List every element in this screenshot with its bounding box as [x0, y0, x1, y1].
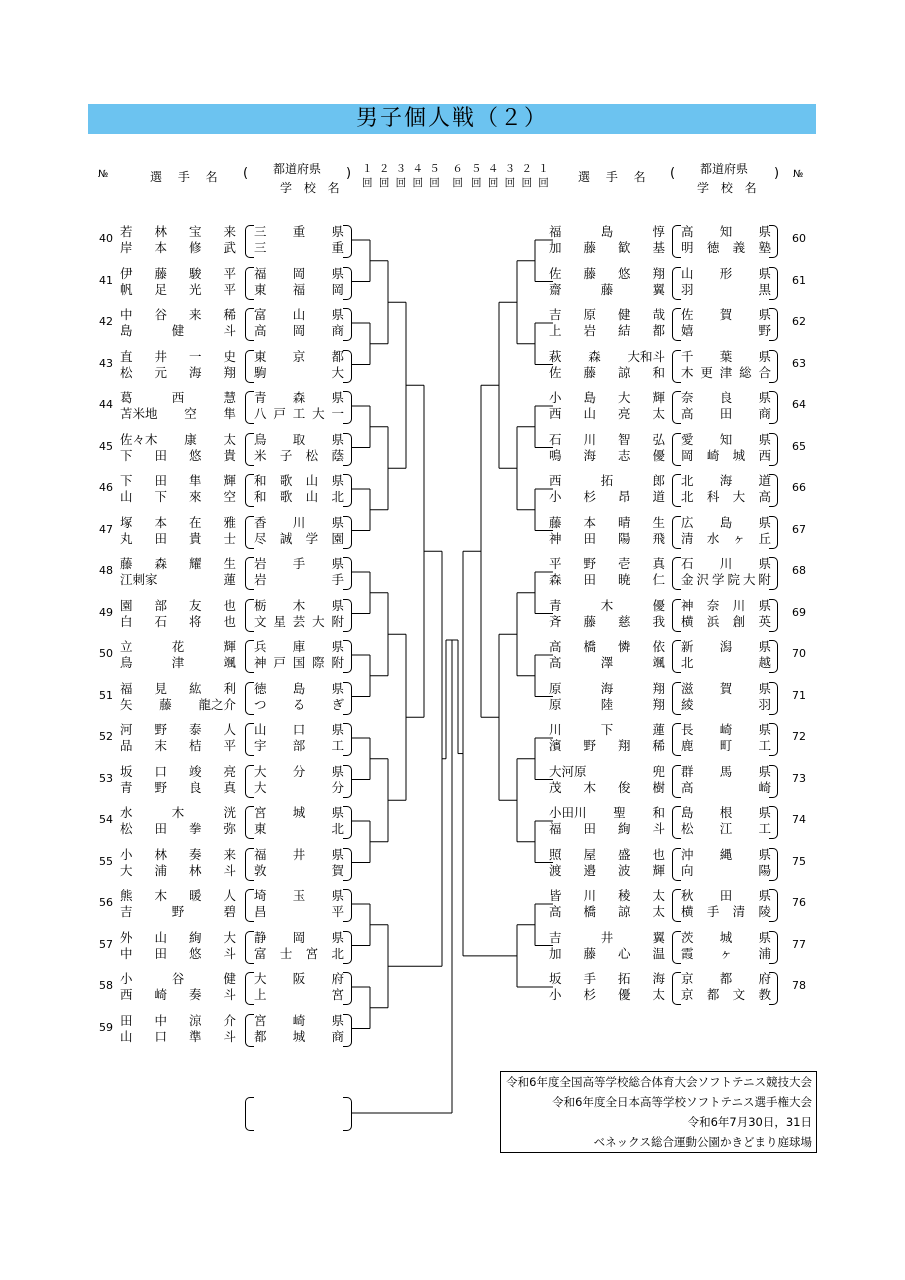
player-name: 青 木 優 [549, 597, 665, 613]
school-name: 明 徳 義 塾 [681, 240, 771, 255]
player-name: 山 下 來 空 [120, 489, 236, 504]
player-name: 西 崎 奏 斗 [120, 987, 236, 1002]
school-header-left: 学 校 名 [280, 181, 344, 195]
prefecture: 大 分 県 [254, 763, 344, 779]
player-header-right: 選 手 名 [578, 170, 652, 184]
school-name: 岩 手 [254, 572, 344, 587]
player-name: 若 林 宝 来 [120, 224, 236, 239]
prefecture: 広 島 県 [681, 514, 771, 530]
school-name: 大 分 [254, 779, 344, 795]
school-name: 東 北 [254, 821, 344, 836]
player-name: 坂 手 拓 海 [549, 971, 665, 986]
player-name: 伊 藤 駿 平 [120, 265, 236, 281]
player-name: 下 田 悠 貴 [120, 447, 236, 463]
entry-number: 72 [792, 730, 806, 743]
prefecture: 大 阪 府 [254, 971, 344, 986]
school-name: 京 都 文 教 [681, 987, 771, 1002]
no-header-right: № [793, 169, 804, 180]
venue-line-3: 令和6年7月30日，31日 [687, 1115, 812, 1129]
player-name: 園 部 友 也 [120, 597, 236, 613]
player-name: 原 陸 翔 [549, 696, 665, 712]
school-name: 敦 賀 [254, 862, 344, 878]
player-name: 福 田 絢 斗 [549, 821, 665, 836]
prefecture: 青 森 県 [254, 390, 344, 405]
player-name: 白 石 将 也 [120, 613, 236, 629]
entry-number: 50 [99, 647, 113, 660]
prefecture: 香 川 県 [254, 514, 344, 530]
prefecture: 新 潟 県 [681, 639, 771, 654]
prefecture: 福 井 県 [254, 846, 344, 862]
player-name: 熊 木 暖 人 [120, 888, 236, 903]
school-header-right: 学 校 名 [697, 181, 761, 195]
player-name: 吉 野 碧 [120, 904, 236, 919]
entry-number: 69 [792, 605, 806, 619]
entry-number: 77 [792, 937, 806, 951]
entry-number: 67 [792, 522, 806, 536]
school-name: 昌 平 [254, 904, 344, 919]
school-name: 三 重 [254, 240, 344, 255]
prefecture: 徳 島 県 [254, 680, 344, 696]
player-name: 鳥 津 颯 [120, 655, 236, 670]
no-header-left: № [98, 169, 109, 180]
school-name: 霞 ヶ 浦 [681, 945, 771, 961]
entry-number: 76 [792, 896, 806, 909]
champion-slot-close [343, 1097, 352, 1131]
school-name: 北 科 大 高 [681, 489, 771, 504]
prefecture: 沖 縄 県 [681, 846, 771, 862]
player-name: 渡 邉 波 輝 [549, 862, 665, 878]
player-name: 河 野 泰 人 [120, 722, 236, 737]
paren-open-left: ( [243, 166, 249, 181]
school-name: 尽 誠 学 園 [254, 530, 344, 546]
entry-number: 64 [792, 398, 806, 411]
prefecture: 神 奈 川 県 [681, 597, 771, 613]
entry-number: 68 [792, 564, 806, 577]
prefecture: 北 海 道 [681, 473, 771, 488]
school-name: 宇 部 工 [254, 738, 344, 753]
player-name: 藤 森 耀 生 [120, 556, 236, 571]
prefecture: 三 重 県 [254, 224, 344, 239]
player-name: 岸 本 修 武 [120, 240, 236, 255]
prefecture: 静 岡 県 [254, 929, 344, 945]
entry-number: 55 [99, 854, 113, 868]
player-name: 斉 藤 慈 我 [549, 613, 665, 629]
school-name: 嬉 野 [681, 323, 771, 338]
player-name: 森 田 暁 仁 [549, 572, 665, 587]
school-name: つ る ぎ [254, 696, 344, 712]
player-name: 加 藤 心 温 [549, 945, 665, 961]
prefecture: 群 馬 県 [681, 763, 771, 779]
player-name: 山 口 準 斗 [120, 1028, 236, 1044]
prefecture: 富 山 県 [254, 307, 344, 322]
venue-line-1: 令和6年度全国高等学校総合体育大会ソフトテニス競技大会 [506, 1075, 812, 1089]
entry-number: 46 [99, 481, 113, 494]
player-name: 小田川 聖 和 [549, 805, 665, 820]
school-name: 木 更 津 総 合 [681, 364, 771, 380]
entry-number: 57 [99, 937, 113, 951]
school-name: 横 浜 創 英 [681, 613, 771, 629]
prefecture: 島 根 県 [681, 805, 771, 820]
player-name: 小 杉 昂 道 [549, 489, 665, 504]
prefecture: 秋 田 県 [681, 888, 771, 903]
entry-number: 44 [99, 398, 113, 411]
school-name: 北 越 [681, 655, 771, 670]
player-name: 原 海 翔 [549, 680, 665, 696]
pref-header-left: 都道府県 [273, 162, 322, 176]
entry-number: 61 [792, 273, 806, 287]
paren-open-right: ( [670, 166, 676, 181]
prefecture: 滋 賀 県 [681, 680, 771, 696]
school-name: 松 江 工 [681, 821, 771, 836]
school-name: 神 戸 国 際 附 [254, 655, 344, 670]
player-name: 小 島 大 輝 [549, 390, 665, 405]
player-name: 苫米地 空 隼 [120, 406, 236, 421]
school-name: 鹿 町 工 [681, 738, 771, 753]
school-name: 向 陽 [681, 862, 771, 878]
entry-number: 74 [792, 813, 806, 826]
school-name: 岡 崎 城 西 [681, 447, 771, 463]
school-name: 横 手 清 陵 [681, 904, 771, 919]
prefecture: 福 岡 県 [254, 265, 344, 281]
school-name: 文 星 芸 大 附 [254, 613, 344, 629]
entry-number: 70 [792, 647, 806, 660]
player-name: 小 谷 健 [120, 971, 236, 986]
player-name: 齋 藤 翼 [549, 281, 665, 297]
player-name: 西 拓 郎 [549, 473, 665, 488]
prefecture: 鳥 取 県 [254, 431, 344, 447]
prefecture: 長 崎 県 [681, 722, 771, 737]
player-name: 坂 口 竣 亮 [120, 763, 236, 779]
player-name: 帆 足 光 平 [120, 281, 236, 297]
prefecture: 栃 木 県 [254, 597, 344, 613]
school-name: 富 士 宮 北 [254, 945, 344, 961]
school-name: 米 子 松 蔭 [254, 447, 344, 463]
player-name: 小 林 奏 来 [120, 846, 236, 862]
player-name: 大河原 兜 [549, 763, 665, 779]
player-name: 吉 井 翼 [549, 929, 665, 945]
player-name: 島 健 斗 [120, 323, 236, 338]
player-name: 松 元 海 翔 [120, 364, 236, 380]
entry-number: 71 [792, 688, 806, 702]
round-labels-right: 回 回 回 回 回 [471, 177, 549, 189]
prefecture: 和 歌 山 県 [254, 473, 344, 488]
school-name: 上 宮 [254, 987, 344, 1002]
player-name: 直 井 一 史 [120, 348, 236, 364]
prefecture: 岩 手 県 [254, 556, 344, 571]
entry-number: 48 [99, 564, 113, 577]
prefecture: 奈 良 県 [681, 390, 771, 405]
player-name: 外 山 絢 大 [120, 929, 236, 945]
player-name: 皆 川 稜 太 [549, 888, 665, 903]
entry-number: 54 [99, 813, 113, 826]
player-name: 茂 木 俊 樹 [549, 779, 665, 795]
player-name: 萩 森 大和斗 [549, 348, 665, 364]
school-name: 金 沢 学 院 大 附 [681, 572, 771, 587]
school-name: 高 田 商 [681, 406, 771, 421]
player-name: 上 岩 結 都 [549, 323, 665, 338]
prefecture: 宮 崎 県 [254, 1012, 344, 1028]
player-name: 加 藤 歓 基 [549, 240, 665, 255]
school-name: 高 崎 [681, 779, 771, 795]
prefecture: 埼 玉 県 [254, 888, 344, 903]
prefecture: 茨 城 県 [681, 929, 771, 945]
player-name: 吉 原 健 哉 [549, 307, 665, 322]
entry-number: 53 [99, 771, 113, 785]
player-name: 矢 藤 龍之介 [120, 696, 236, 712]
school-name: 駒 大 [254, 364, 344, 380]
player-name: 田 中 涼 介 [120, 1012, 236, 1028]
entry-number: 62 [792, 315, 806, 328]
player-name: 中 田 悠 斗 [120, 945, 236, 961]
entry-number: 66 [792, 481, 806, 494]
school-name: 東 福 岡 [254, 281, 344, 297]
player-name: 水 木 洸 [120, 805, 236, 820]
player-name: 高 橋 諒 太 [549, 904, 665, 919]
school-name: 清 水 ヶ 丘 [681, 530, 771, 546]
player-name: 西 山 亮 太 [549, 406, 665, 421]
venue-line-4: ベネックス総合運動公園かきどまり庭球場 [593, 1135, 812, 1149]
entry-number: 60 [792, 232, 806, 245]
player-header-left: 選 手 名 [150, 170, 224, 184]
player-name: 川 下 蓮 [549, 722, 665, 737]
player-name: 品 末 桔 平 [120, 738, 236, 753]
school-name: 綾 羽 [681, 696, 771, 712]
entry-number: 51 [99, 688, 113, 702]
entry-number: 78 [792, 979, 806, 992]
entry-number: 52 [99, 730, 113, 743]
player-name: 鳴 海 志 優 [549, 447, 665, 463]
pref-header-right: 都道府県 [700, 162, 749, 176]
venue-box [500, 1071, 817, 1153]
entry-number: 73 [792, 771, 806, 785]
champion-slot-open [245, 1097, 254, 1131]
school-name: 高 岡 商 [254, 323, 344, 338]
player-name: 佐 藤 悠 翔 [549, 265, 665, 281]
player-name: 葛 西 慧 [120, 390, 236, 405]
prefecture: 佐 賀 県 [681, 307, 771, 322]
player-name: 立 花 輝 [120, 639, 236, 654]
player-name: 松 田 拳 弥 [120, 821, 236, 836]
paren-close-right: ) [774, 166, 780, 181]
venue-line-2: 令和6年度全日本高等学校ソフトテニス選手権大会 [552, 1095, 812, 1109]
school-name: 八 戸 工 大 一 [254, 406, 344, 421]
player-name: 福 見 紘 利 [120, 680, 236, 696]
entry-number: 75 [792, 854, 806, 868]
round-numbers-right: ５ ４ ３ ２ １ [471, 163, 549, 175]
player-name: 濱 野 翔 稀 [549, 738, 665, 753]
player-name: 平 野 壱 真 [549, 556, 665, 571]
entry-number: 41 [99, 273, 113, 287]
player-name: 高 橋 憐 依 [549, 639, 665, 654]
prefecture: 宮 城 県 [254, 805, 344, 820]
player-name: 大 浦 林 斗 [120, 862, 236, 878]
entry-number: 56 [99, 896, 113, 909]
player-name: 青 野 良 真 [120, 779, 236, 795]
school-name: 羽 黒 [681, 281, 771, 297]
entry-number: 47 [99, 522, 113, 536]
prefecture: 高 知 県 [681, 224, 771, 239]
paren-close-left: ) [346, 166, 352, 181]
entry-number: 59 [99, 1020, 113, 1034]
player-name: 照 屋 盛 也 [549, 846, 665, 862]
entry-number: 45 [99, 439, 113, 453]
player-name: 小 杉 優 太 [549, 987, 665, 1002]
entry-number: 63 [792, 356, 806, 370]
prefecture: 山 口 県 [254, 722, 344, 737]
entry-number: 43 [99, 356, 113, 370]
player-name: 丸 田 貴 士 [120, 530, 236, 546]
prefecture: 千 葉 県 [681, 348, 771, 364]
player-name: 佐々木 康 太 [120, 431, 236, 447]
player-name: 中 谷 来 稀 [120, 307, 236, 322]
round-labels-left: 回 回 回 回 回 回 [362, 177, 463, 189]
player-name: 福 島 惇 [549, 224, 665, 239]
player-name: 石 川 智 弘 [549, 431, 665, 447]
round-numbers-left: １ ２ ３ ４ ５ ６ [362, 163, 463, 175]
player-name: 塚 本 在 雅 [120, 514, 236, 530]
prefecture: 愛 知 県 [681, 431, 771, 447]
player-name: 佐 藤 諒 和 [549, 364, 665, 380]
player-name: 高 澤 颯 [549, 655, 665, 670]
entry-number: 65 [792, 439, 806, 453]
player-name: 神 田 陽 飛 [549, 530, 665, 546]
prefecture: 東 京 都 [254, 348, 344, 364]
school-name: 和 歌 山 北 [254, 489, 344, 504]
entry-number: 40 [99, 232, 113, 245]
player-name: 江刺家 蓮 [120, 572, 236, 587]
prefecture: 山 形 県 [681, 265, 771, 281]
page-title: 男子個人戦（２） [88, 104, 816, 134]
prefecture: 石 川 県 [681, 556, 771, 571]
entry-number: 49 [99, 605, 113, 619]
prefecture: 兵 庫 県 [254, 639, 344, 654]
player-name: 下 田 隼 輝 [120, 473, 236, 488]
entry-number: 42 [99, 315, 113, 328]
entry-number: 58 [99, 979, 113, 992]
school-name: 都 城 商 [254, 1028, 344, 1044]
prefecture: 京 都 府 [681, 971, 771, 986]
player-name: 藤 本 晴 生 [549, 514, 665, 530]
